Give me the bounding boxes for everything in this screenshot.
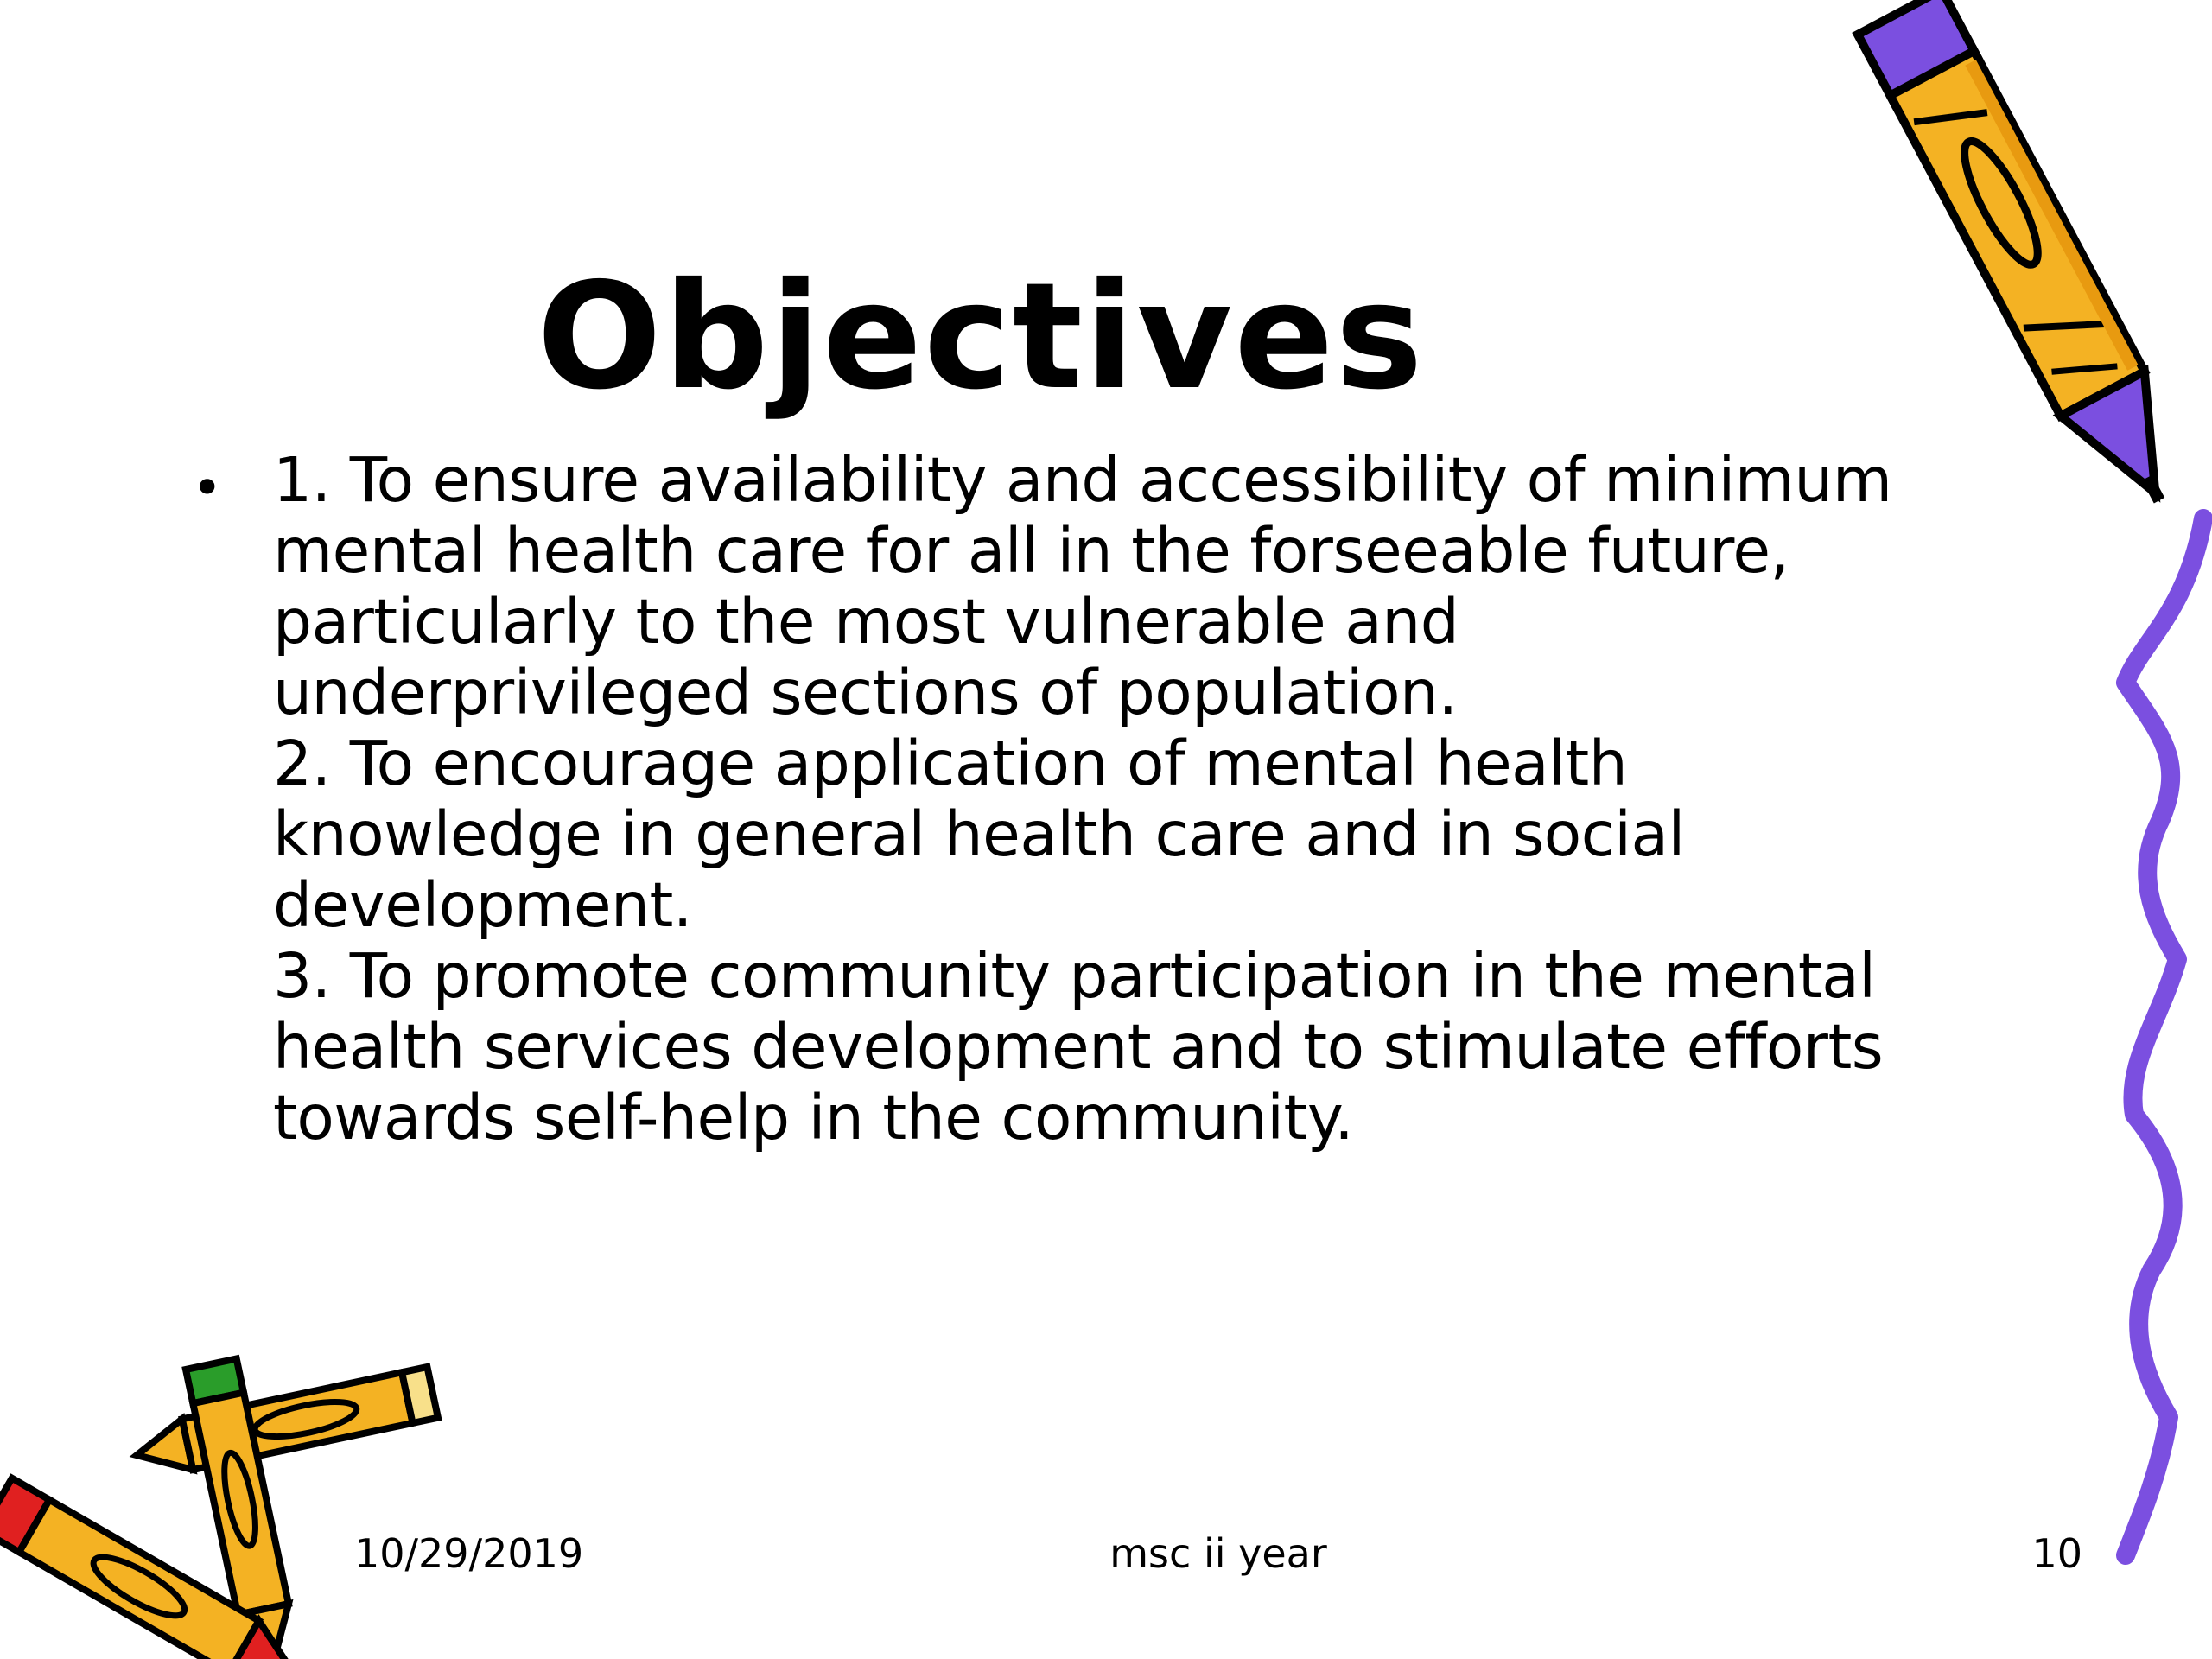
objective-item-1: 1. To ensure availability and accessibility of minimum mental health care for all in the forseeable future, particularly to the most vulnerable and underprivileged sections of population.	[273, 444, 1892, 728]
page-number: 10	[2031, 1530, 2082, 1577]
bullet-marker: •	[192, 458, 223, 518]
pencils-cluster-icon	[0, 1339, 449, 1659]
footer-date: 10/29/2019	[354, 1530, 584, 1577]
squiggle-line-icon	[2108, 510, 2212, 1573]
objective-item-2: 2. To encourage application of mental health knowledge in general health care and in social development.	[273, 728, 1685, 941]
objectives-list	[273, 445, 1915, 1154]
slide-title: Objectives	[537, 251, 1425, 423]
footer-center-text: msc ii year	[1109, 1530, 1327, 1577]
objective-item-3: 3. To promote community participation in the mental health services development and to stimulate efforts towards self-help in the community.	[273, 940, 1884, 1154]
